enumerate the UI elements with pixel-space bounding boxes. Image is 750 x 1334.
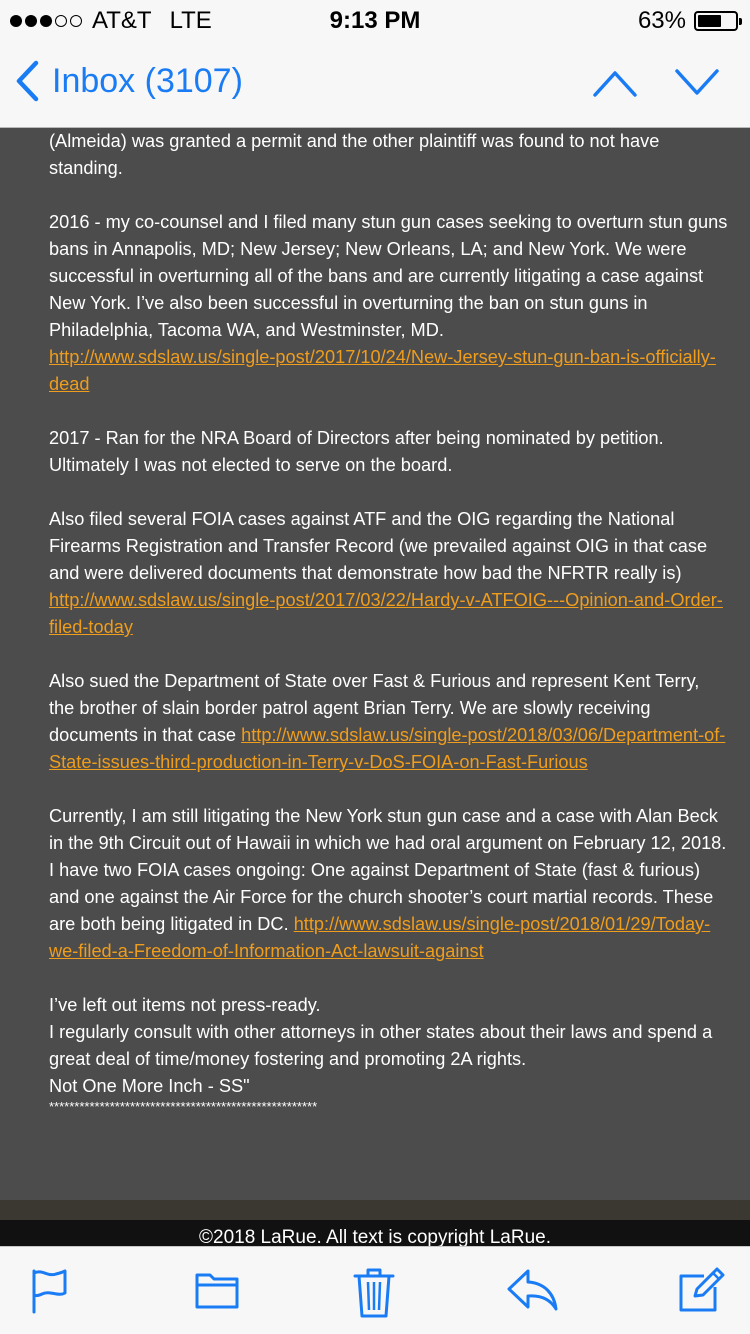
trash-icon <box>352 1267 396 1319</box>
closing-line: I regularly consult with other attorneys in other states about their laws and spend a great deal of time/money fostering and promoting 2A rights. <box>49 1022 713 1069</box>
paragraph-text: Also filed several FOIA cases against ATF and the OIG regarding the National Firearms Registration and Transfer Record (we prevailed against OIG in that case and were delivered documents that demonstrate how bad the NFRTR really is) <box>49 509 708 583</box>
carrier-name: AT&T <box>92 7 152 34</box>
battery-percent: 63% <box>637 7 686 34</box>
status-time: 9:13 PM <box>329 7 421 34</box>
chevron-down-icon <box>674 64 720 100</box>
flag-button[interactable] <box>28 1267 70 1320</box>
network-type: LTE <box>169 7 212 34</box>
delete-button[interactable] <box>352 1267 396 1324</box>
bottom-toolbar <box>0 1246 750 1334</box>
paragraph-text: Also sued the Department of State over Fast & Furious and represent Kent Terry, the brother of slain border patrol agent Brian Terry. We are slowly receiving documents in that case <box>49 671 700 745</box>
paragraph <box>49 506 729 641</box>
chevron-left-icon <box>14 60 40 102</box>
paragraph <box>49 209 729 398</box>
status-right <box>638 7 738 35</box>
reply-button[interactable] <box>506 1267 560 1318</box>
chevron-up-icon <box>592 64 638 100</box>
paragraph <box>49 128 729 182</box>
back-button-label: Inbox (3107) <box>52 61 243 100</box>
paragraph-text: Currently, I am still litigating the New York stun gun case and a case with Alan Beck in the 9th Circuit out of Hawaii in which we had oral argument on February 12, 2018. I have two FOIA cases ongoing: One against Department of State (fast & furious) and one against the Air Force for the church shooter’s court martial records. These are both being litigated in DC. <box>49 806 727 934</box>
status-bar <box>0 0 750 40</box>
link[interactable]: http://www.sdslaw.us/single-post/2018/03/06/Department-of-State-issues-third-production-in-Terry-v-DoS-FOIA-on-Fast-Furious <box>49 725 726 772</box>
battery-fill <box>698 15 721 27</box>
next-message-button[interactable] <box>674 64 720 105</box>
paragraph-text: 2016 - my co-counsel and I filed many stun gun cases seeking to overturn stun guns bans in Annapolis, MD; New Jersey; New Orleans, LA; and New York. We were successful in overturning all of the bans and are currently litigating a case against New York. I’ve also been successful in overturning the ban on stun guns in Philadelphia, Tacoma WA, and Westminster, MD. <box>49 212 728 340</box>
message-text <box>49 128 729 1114</box>
compose-button[interactable] <box>678 1267 726 1318</box>
link[interactable]: http://www.sdslaw.us/single-post/2017/03/22/Hardy-v-ATFOIG---Opinion-and-Order-filed-today <box>49 590 723 637</box>
paragraph <box>49 803 729 965</box>
footer-band <box>0 1200 750 1220</box>
asterisk-divider: ***************************************************** <box>49 1099 318 1114</box>
link[interactable]: http://www.sdslaw.us/single-post/2018/01/29/Today-we-filed-a-Freedom-of-Information-Act-lawsuit-against <box>49 914 711 961</box>
navigation-bar <box>0 40 750 128</box>
back-to-inbox-button[interactable] <box>14 60 243 102</box>
move-to-folder-button[interactable] <box>194 1267 240 1316</box>
folder-icon <box>194 1267 240 1311</box>
message-body[interactable] <box>0 128 750 1200</box>
copyright-text: ©2018 LaRue. All text is copyright LaRue. <box>199 1227 551 1246</box>
compose-icon <box>678 1267 726 1313</box>
paragraph <box>49 425 729 479</box>
closing-paragraph <box>49 992 729 1100</box>
previous-message-button[interactable] <box>592 64 638 105</box>
copyright-strip <box>0 1220 750 1246</box>
battery-tip <box>739 18 742 25</box>
link[interactable]: http://www.sdslaw.us/single-post/2017/10/24/New-Jersey-stun-gun-ban-is-officially-dead <box>49 347 716 394</box>
signature-line: Not One More Inch - SS" <box>49 1076 250 1096</box>
paragraph-text: 2017 - Ran for the NRA Board of Directors after being nominated by petition. Ultimately I was not elected to serve on the board. <box>49 428 664 475</box>
battery-icon <box>694 11 738 31</box>
paragraph-text: (Almeida) was granted a permit and the other plaintiff was found to not have standing. <box>49 131 660 178</box>
paragraph <box>49 668 729 776</box>
closing-line: I’ve left out items not press-ready. <box>49 995 321 1015</box>
reply-icon <box>506 1267 560 1313</box>
flag-icon <box>28 1267 70 1315</box>
